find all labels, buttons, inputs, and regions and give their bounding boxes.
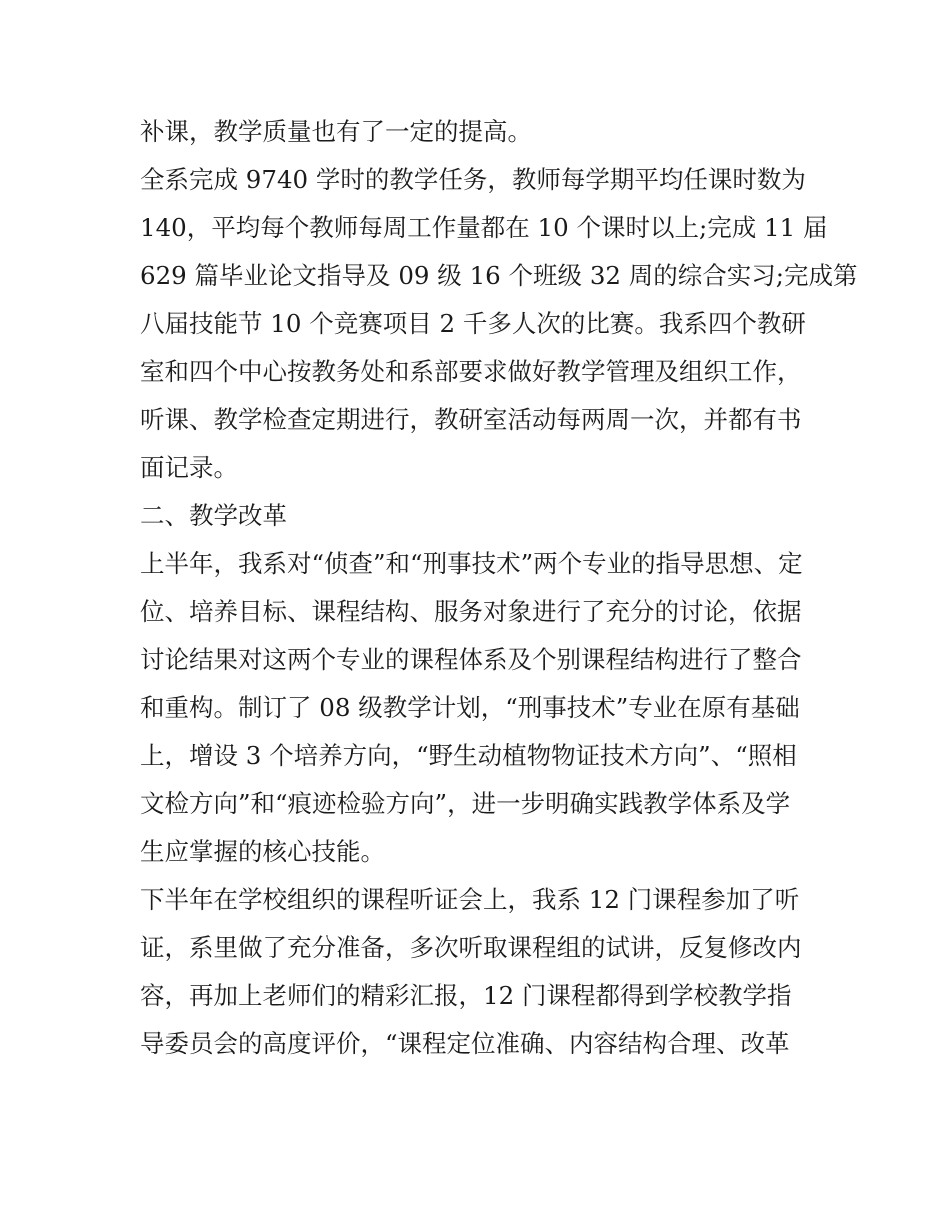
text-line: 上，增设 3 个培养方向，“野生动植物物证技术方向”、“照相 (140, 741, 797, 770)
text-line: 上半年，我系对“侦查”和“刑事技术”两个专业的指导思想、定 (140, 549, 803, 578)
text-line: 文检方向”和“痕迹检验方向”，进一步明确实践教学体系及学 (140, 789, 791, 818)
text-line: 位、培养目标、课程结构、服务对象进行了充分的讨论，依据 (140, 597, 802, 626)
text-line: 面记录。 (140, 453, 238, 482)
text-line: 八届技能节 10 个竞赛项目 2 千多人次的比赛。我系四个教研 (140, 309, 806, 338)
text-line: 室和四个中心按教务处和系部要求做好教学管理及组织工作， (140, 357, 802, 386)
text-line: 全系完成 9740 学时的教学任务，教师每学期平均任课时数为 (140, 165, 806, 194)
text-line: 下半年在学校组织的课程听证会上，我系 12 门课程参加了听 (140, 885, 800, 914)
text-line: 629 篇毕业论文指导及 09 级 16 个班级 32 周的综合实习;完成第 (140, 261, 858, 290)
document-body (140, 108, 858, 1068)
text-line: 补课，教学质量也有了一定的提高。 (140, 117, 532, 146)
text-line: 和重构。制订了 08 级教学计划，“刑事技术”专业在原有基础 (140, 693, 800, 722)
text-line: 证，系里做了充分准备，多次听取课程组的试讲，反复修改内 (140, 933, 802, 962)
text-line: 讨论结果对这两个专业的课程体系及个别课程结构进行了整合 (140, 645, 802, 674)
text-line: 导委员会的高度评价，“课程定位准确、内容结构合理、改革 (140, 1029, 790, 1058)
text-line: 生应掌握的核心技能。 (140, 837, 385, 866)
text-line: 容，再加上老师们的精彩汇报，12 门课程都得到学校教学指 (140, 981, 792, 1010)
text-line: 听课、教学检查定期进行，教研室活动每两周一次，并都有书 (140, 405, 802, 434)
section-heading: 二、教学改革 (140, 501, 287, 530)
text-line: 140，平均每个教师每周工作量都在 10 个课时以上;完成 11 届 (140, 213, 828, 242)
